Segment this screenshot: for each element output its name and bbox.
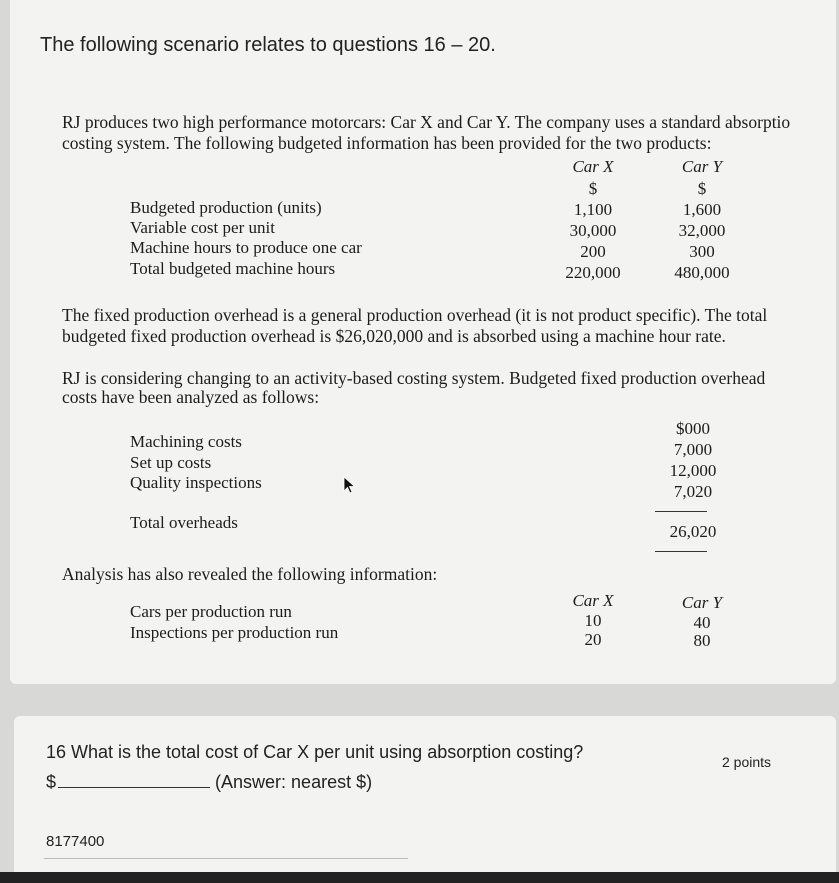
overheads-total-value: 26,020 (669, 522, 717, 541)
answer-blank (58, 771, 210, 788)
analysis-col-car-y: Car Y (681, 593, 723, 612)
budget-unit-y: $ (697, 179, 707, 198)
answer-input-underline (44, 858, 408, 859)
question-points: 2 points (722, 754, 772, 770)
budget-row-y: 32,000 (678, 221, 726, 240)
answer-hint: (Answer: nearest $) (215, 772, 373, 792)
overheads-rule-bottom (655, 551, 707, 552)
overhead-value: 12,000 (669, 461, 717, 480)
abc-intro-line-2: costs have been analyzed as follows: (62, 387, 320, 407)
budget-row-y: 300 (689, 242, 715, 261)
abc-intro-line-1: RJ is considering changing to an activity-based costing system. Budgeted fixed production overhead (62, 368, 766, 388)
budget-col-car-y: Car Y (681, 157, 723, 176)
analysis-row-x: 20 (584, 630, 602, 649)
mouse-cursor-icon (343, 476, 357, 499)
analysis-col-car-x: Car X (572, 591, 614, 610)
bottom-bar (0, 872, 839, 883)
answer-prompt (46, 771, 372, 793)
intro-line-1: RJ produces two high performance motorcars: Car X and Car Y. The company uses a standard absorptio (62, 112, 791, 132)
fixed-overhead-line-2: budgeted fixed production overhead is $26,020,000 and is absorbed using a machine hour rate. (62, 326, 726, 346)
analysis-row-y: 40 (693, 613, 711, 632)
overhead-label: Set up costs (130, 453, 212, 472)
budget-row-label: Variable cost per unit (130, 218, 275, 237)
overhead-label: Machining costs (130, 432, 242, 451)
budget-row-y: 480,000 (674, 263, 730, 282)
analysis-row-label: Inspections per production run (130, 623, 339, 642)
question-text: 16 What is the total cost of Car X per unit using absorption costing? (46, 742, 584, 762)
analysis-row-y: 80 (693, 631, 711, 650)
budget-col-car-x: Car X (572, 157, 614, 176)
overheads-unit: $000 (676, 419, 710, 438)
scenario-heading: The following scenario relates to questions 16 – 20. (40, 34, 496, 56)
budget-row-x: 220,000 (565, 263, 621, 282)
budget-row-x: 1,100 (573, 200, 613, 219)
budget-row-label: Budgeted production (units) (130, 198, 322, 217)
budget-row-label: Machine hours to produce one car (130, 238, 362, 257)
overheads-rule-top (655, 511, 707, 512)
analysis-row-x: 10 (584, 611, 602, 630)
answer-input[interactable]: 8177400 (46, 833, 105, 850)
overheads-total-label: Total overheads (130, 513, 238, 532)
analysis-row-label: Cars per production run (130, 602, 292, 621)
intro-line-2: costing system. The following budgeted information has been provided for the two products: (62, 133, 712, 153)
budget-row-x: 30,000 (569, 221, 617, 240)
budget-row-label: Total budgeted machine hours (130, 259, 336, 278)
budget-unit-x: $ (588, 179, 598, 198)
overhead-label: Quality inspections (130, 473, 262, 492)
dollar-prefix: $ (46, 772, 57, 792)
overhead-value: 7,020 (673, 482, 713, 501)
budget-row-x: 200 (580, 242, 606, 261)
budget-row-y: 1,600 (682, 200, 722, 219)
overhead-value: 7,000 (673, 440, 713, 459)
analysis-intro: Analysis has also revealed the following information: (62, 564, 438, 584)
fixed-overhead-line-1: The fixed production overhead is a general production overhead (it is not product specific). The total (62, 305, 768, 325)
